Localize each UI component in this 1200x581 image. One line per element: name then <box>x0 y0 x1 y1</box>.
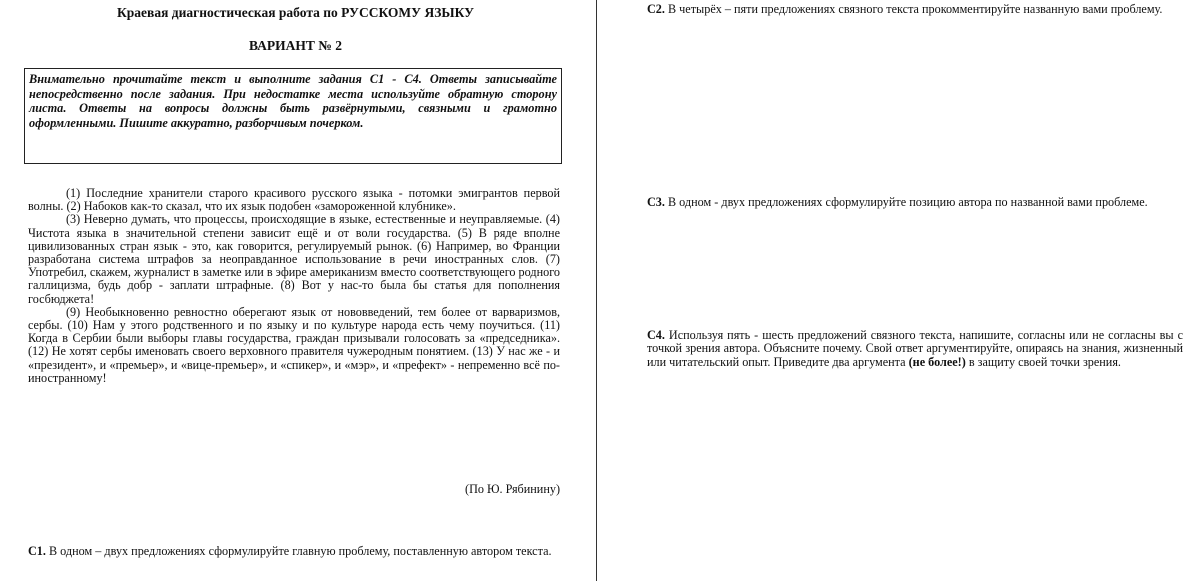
paragraph-2: (3) Неверно думать, что процессы, происходящие в языке, естественные и неуправляемые. (4) Чистота языка в значительной степени зависит ещё и от воли государства. (5) В ряде вполне цивилизованных стран язык - это, как говорится, регулируемый рынок. (6) Например, во Франции разработана система штрафов за неоправданное использование в речи иностранных слов. (7) Употребил, скажем, журналист в заметке или в эфире американизм вместо соответствующего родного галлицизма, будь добр - заплати штрафные. (8) Вот у нас-то была бы статья для пополнения госбюджета! <box>28 212 560 306</box>
variant-heading: ВАРИАНТ № 2 <box>249 38 342 53</box>
document-title: Краевая диагностическая работа по РУССКОМУ ЯЗЫКУ <box>116 5 475 20</box>
task-c4-emphasis: (не более!) <box>908 354 966 369</box>
task-c4-text: Используя пять - шесть предложений связного текста, напишите, согласны или не согласны вы с точкой зрения автора. Объясните почему. Свой ответ аргументируйте, опираясь на знания, жизненный или читательский опыт. Приведите два аргумента <box>647 328 1183 369</box>
task-c4-label: С4. <box>647 328 665 342</box>
author-attribution: (По Ю. Рябинину) <box>465 482 560 496</box>
task-c2-text: В четырёх – пяти предложениях связного текста прокомментируйте названную вами проблему. <box>664 2 1163 16</box>
task-c1-label: С1. <box>28 544 46 558</box>
task-c3-label: С3. <box>647 195 665 209</box>
task-c3-text: В одном - двух предложениях сформулируйте позицию автора по названной вами проблеме. <box>664 195 1148 209</box>
task-c4-text-end: в защиту своей точки зрения. <box>965 354 1121 369</box>
reading-text <box>28 187 560 385</box>
instructions-box: Внимательно прочитайте текст и выполните задания С1 - С4. Ответы записывайте непосредственно после задания. При недостатке места используйте обратную сторону листа. Ответы на вопросы должны быть развёрнутыми, связными и грамотно оформленными. Пишите аккуратно, разборчивым почерком. <box>24 68 562 164</box>
paragraph-1: (1) Последние хранители старого красивого русского языка - потомки эмигрантов первой волны. (2) Набоков как-то сказал, что их язык подобен «замороженной клубнике». <box>28 186 560 214</box>
paragraph-3: (9) Необыкновенно ревностно оберегают язык от нововведений, тем более от варваризмов, сербы. (10) Нам у этого родственного и по языку и по культуре народа есть чему поучиться. (11) Когда в Сербии были выборы главы государства, граждан призывали голосовать за «председника». (12) Не хотят сербы именовать своего верховного правителя чужеродным понятием. (13) У нас же - и «президент», и «премьер», и «вице-премьер», и «спикер», и «мэр», и «префект» - непременно всё по-иностранному! <box>28 304 560 385</box>
task-c1 <box>28 545 560 558</box>
right-page <box>597 0 1200 581</box>
task-c4 <box>647 329 1183 369</box>
task-c2 <box>647 3 1183 16</box>
task-c3 <box>647 196 1183 209</box>
left-page <box>0 0 596 581</box>
task-c2-label: С2. <box>647 2 665 16</box>
task-c1-text: В одном – двух предложениях сформулируйте главную проблему, поставленную автором текста. <box>45 544 552 558</box>
